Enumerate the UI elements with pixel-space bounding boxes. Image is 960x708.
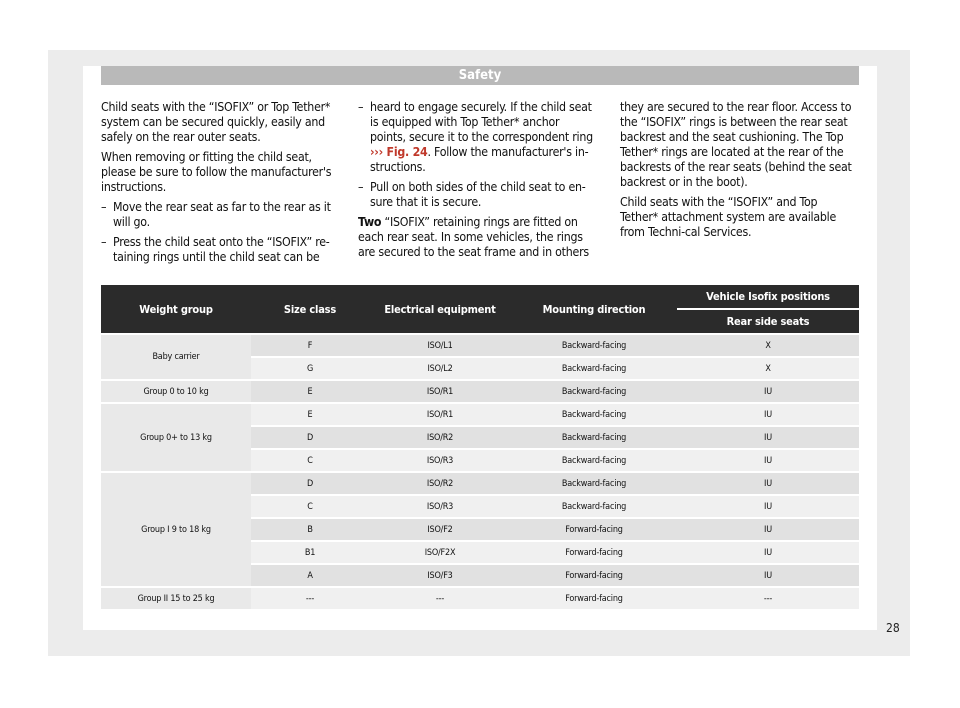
mounting-direction-cell: Backward-facing [511,404,677,425]
size-class-cell: A [251,565,369,586]
mounting-direction-cell: Backward-facing [511,473,677,494]
electrical-equipment-cell: ISO/R2 [369,427,511,448]
electrical-equipment-cell: ISO/R3 [369,496,511,517]
size-class-cell: E [251,381,369,402]
size-class-cell: B1 [251,542,369,563]
paragraph: Child seats with the “ISOFIX” and Top Tether* attachment system are available from Techni-cal Services. [620,195,837,239]
size-class-cell: C [251,450,369,471]
header-rear-side-seats: Rear side seats [677,310,859,333]
size-class-cell: C [251,496,369,517]
paragraph: When removing or fitting the child seat, please be sure to follow the manufacturer's instructions. [101,150,332,194]
isofix-position-cell: X [677,335,859,356]
paragraph: they are secured to the rear floor. Access to the “ISOFIX” rings is between the rear seat backrest and the seat cushioning. The Top Tether* rings are located at the rear of the backrests of the rear seats (behind the seat backrest or in the boot). [620,100,852,189]
size-class-cell: B [251,519,369,540]
isofix-position-cell: --- [677,588,859,609]
paragraph [358,215,593,260]
mounting-direction-cell: Backward-facing [511,427,677,448]
electrical-equipment-cell: ISO/R1 [369,404,511,425]
electrical-equipment-cell: ISO/R2 [369,473,511,494]
table-row [101,335,859,356]
section-header: Safety [101,66,859,85]
header-mounting-direction: Mounting direction [511,285,677,333]
isofix-position-cell: IU [677,496,859,517]
weight-group-cell: Baby carrier [101,335,251,379]
mounting-direction-cell: Backward-facing [511,358,677,379]
dash-list-item: – Pull on both sides of the child seat to en-sure that it is secure. [358,180,593,210]
figure-link[interactable]: ››› Fig. 24 [370,145,428,159]
mounting-direction-cell: Forward-facing [511,588,677,609]
header-vehicle-isofix-positions: Vehicle Isofix positions [677,285,859,308]
size-class-cell: --- [251,588,369,609]
weight-group-cell: Group I 9 to 18 kg [101,473,251,586]
table-row [101,473,859,494]
size-class-cell: D [251,473,369,494]
weight-group-cell: Group 0+ to 13 kg [101,404,251,471]
dash-list-item: – Move the rear seat as far to the rear as it will go. [101,200,336,230]
mounting-direction-cell: Forward-facing [511,542,677,563]
weight-group-cell: Group II 15 to 25 kg [101,588,251,609]
paragraph-text: “ISOFIX” retaining rings are fitted on each rear seat. In some vehicles, the rings are secured to the seat frame and in others [358,215,589,259]
paragraph-text: . Follow the manufacturer's in-structions. [370,145,589,174]
electrical-equipment-cell: ISO/L2 [369,358,511,379]
text-column-3 [620,100,855,245]
size-class-cell: G [251,358,369,379]
isofix-position-cell: IU [677,473,859,494]
isofix-position-cell: X [677,358,859,379]
isofix-position-cell: IU [677,519,859,540]
table-row [101,404,859,425]
electrical-equipment-cell: ISO/R3 [369,450,511,471]
mounting-direction-cell: Forward-facing [511,565,677,586]
isofix-position-cell: IU [677,427,859,448]
header-electrical-equipment: Electrical equipment [369,285,511,333]
weight-group-cell: Group 0 to 10 kg [101,381,251,402]
electrical-equipment-cell: ISO/R1 [369,381,511,402]
isofix-table [101,283,859,611]
mounting-direction-cell: Backward-facing [511,450,677,471]
bold-text: Two [358,215,382,229]
header-size-class: Size class [251,285,369,333]
header-weight-group: Weight group [101,285,251,333]
table-row [101,588,859,609]
isofix-position-cell: IU [677,450,859,471]
isofix-position-cell: IU [677,565,859,586]
mounting-direction-cell: Backward-facing [511,335,677,356]
electrical-equipment-cell: --- [369,588,511,609]
paragraph-text: heard to engage securely. If the child seat is equipped with Top Tether* anchor points, secure it to the correspondent ring [370,100,593,144]
table-row [101,381,859,402]
text-column-1 [101,100,336,270]
isofix-position-cell: IU [677,381,859,402]
page-number: 28 [886,621,900,635]
electrical-equipment-cell: ISO/L1 [369,335,511,356]
table-body [101,335,859,609]
mounting-direction-cell: Backward-facing [511,381,677,402]
electrical-equipment-cell: ISO/F3 [369,565,511,586]
isofix-position-cell: IU [677,542,859,563]
size-class-cell: D [251,427,369,448]
size-class-cell: E [251,404,369,425]
paragraph-continued [358,100,593,175]
electrical-equipment-cell: ISO/F2X [369,542,511,563]
mounting-direction-cell: Forward-facing [511,519,677,540]
isofix-position-cell: IU [677,404,859,425]
dash-list-item: – Press the child seat onto the “ISOFIX” re-taining rings until the child seat can be [101,235,336,265]
size-class-cell: F [251,335,369,356]
electrical-equipment-cell: ISO/F2 [369,519,511,540]
mounting-direction-cell: Backward-facing [511,496,677,517]
text-column-2 [358,100,593,265]
paragraph: Child seats with the “ISOFIX” or Top Tether* system can be secured quickly, easily and safely on the rear outer seats. [101,100,331,144]
